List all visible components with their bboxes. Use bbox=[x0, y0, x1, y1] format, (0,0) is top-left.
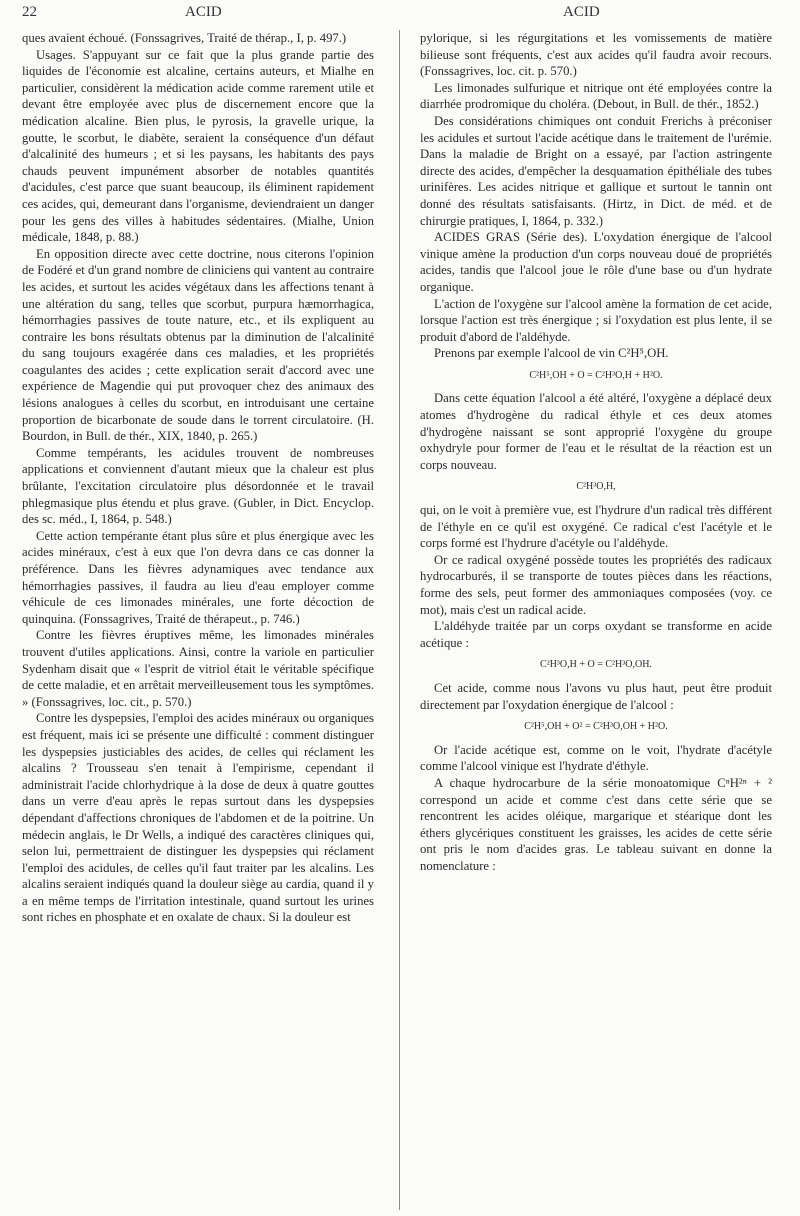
right-column bbox=[420, 30, 772, 875]
running-title-left: ACID bbox=[185, 4, 222, 20]
entry-acides-gras: ACIDES GRAS (Série des). L'oxydation énergique de l'alcool vinique amène la production d'un corps nouveau doué de propriétés acides, tandis que l'alcool joue le rôle d'une base ou d'un hydrate organique. bbox=[420, 230, 772, 294]
paragraph: Des considérations chimiques ont conduit Frerichs à préconiser les acidules et surtout l'acide acétique dans le traitement de l'urémie. Dans la maladie de Bright on a essayé, par l'action astringente directe des acides, d'empêcher la desquamation épithéliale des tubes urinifères. Les acides nitrique et gallique et surtout le tannin ont donné des résultats satisfaisants. (Hirtz, in Dict. de méd. et de chirurgie pratiques, I, 1864, p. 332.) bbox=[420, 113, 772, 228]
paragraph: L'action de l'oxygène sur l'alcool amène la formation de cet acide, lorsque l'action est très énergique ; si l'oxydation est plus lente, il se produit d'abord de l'aldéhyde. bbox=[420, 296, 772, 344]
formula: C²H⁵,OH + O² = C²H³O,OH + H²O. bbox=[524, 721, 668, 733]
paragraph: Prenons par exemple l'alcool de vin C²H⁵,OH. bbox=[434, 346, 669, 361]
paragraph: Dans cette équation l'alcool a été altéré, l'oxygène a déplacé deux atomes d'hydrogène du radical éthyle et ces deux atomes d'hydrogène naissant se sont approprié l'oxygène du groupe oxhydryle pour former de l'eau et le résultat de la réaction est un corps nouveau. bbox=[420, 391, 772, 472]
formula: C²H³O,H, bbox=[576, 481, 616, 493]
paragraph: L'aldéhyde traitée par un corps oxydant se transforme en acide acétique : bbox=[420, 619, 772, 650]
paragraph: Comme tempérants, les acidules trouvent de nombreuses applications et conviennent d'autant mieux que la chaleur est plus brûlante, l'excitation circulatoire plus désordonnée et le travail phlegmasique plus étendu et plus grave. (Gubler, in Dict. Encyclop. des sc. méd., I, 1864, p. 548.) bbox=[22, 445, 374, 527]
paragraph: En opposition directe avec cette doctrine, nous citerons l'opinion de Fodéré et d'un grand nombre de cliniciens qui vantent au contraire les acides, et surtout les acides végétaux dans les affections tenant à une altération du sang, telles que scorbut, purpura hæmorrhagica, hémorrhagies passives de toute nature, etc., et ils expliquent au contraire les bons résultats obtenus par la diminution de l'alcalinité du sang toujours exagérée dans ces maladies, et les propriétés coagulantes des acides ; cette explication serait d'accord avec une expérience de Magendie qui put provoquer chez des animaux des lésions analogues à celles du scorbut, en introduisant une certaine proportion de bicarbonate de soude dans le torrent circulatoire. (H. Bourdon, in Bull. de thér., XIX, 1840, p. 265.) bbox=[22, 246, 374, 444]
running-title-right: ACID bbox=[563, 4, 600, 20]
paragraph: Or ce radical oxygéné possède toutes les propriétés des radicaux hydrocarburés, il se transporte de toutes pièces dans les réactions, forme des sels, peut former des ammoniaques composées (voy. ce mot), mais c'est un radical acide. bbox=[420, 552, 772, 617]
formula: C²H⁵,OH + O = C²H³O,H + H²O. bbox=[529, 369, 663, 381]
paragraph: Contre les fièvres éruptives même, les limonades minérales trouvent d'utiles applications. Ainsi, contre la variole en particulier Sydenham disait que « l'esprit de vitriol était le véritable spécifique de cette maladie, et en arrêtait merveilleusement tous les symptômes. » (Fonssagrives, loc. cit., p. 570.) bbox=[22, 628, 374, 709]
paragraph: A chaque hydrocarbure de la série monoatomique CⁿH²ⁿ + ² correspond un acide et comme c'est dans cette série que se rencontrent les acides oléique, margarique et stéarique dont les éthers glycériques constituent les graisses, les acides de cette série ont pris le nom d'acides gras. Le tableau suivant en donne la nomenclature : bbox=[420, 775, 772, 873]
page-number: 22 bbox=[22, 4, 37, 20]
paragraph: Les limonades sulfurique et nitrique ont été employées contre la diarrhée prodromique du choléra. (Debout, in Bull. de thér., 1852.) bbox=[420, 80, 772, 112]
paragraph: pylorique, si les régurgitations et les vomissements de matière bilieuse sont fréquents, c'est aux acides qu'il faudra avoir recours. (Fonssagrives, loc. cit. p. 570.) bbox=[420, 31, 772, 79]
left-column bbox=[22, 30, 374, 926]
paragraph-usages: Usages. S'appuyant sur ce fait que la plus grande partie des liquides de l'économie est alcaline, certains auteurs, et Mialhe en particulier, considèrent la médication acide comme rarement utile et devant être employée avec plus de discernement encore que la médication alcaline. Bien plus, le pyrosis, la gravelle urique, la goutte, le scorbut, le diabète, seraient la conséquence d'un défaut d'alcalinité des humeurs ; et si les paysans, les habitants des pays chauds peuvent impunément absorber de notables quantités d'acidules, c'est parce que suant beaucoup, ils éliminent rapidement ces acides, qui, demeurant dans l'organisme, deviendraient un danger pour les gens des villes à habitudes sédentaires. (Mialhe, Union médicale, 1848, p. 88.) bbox=[22, 47, 374, 245]
paragraph: Contre les dyspepsies, l'emploi des acides minéraux ou organiques est fréquent, mais ici se présente une difficulté : comment distinguer les dyspepsies justiciables des acides, de celles qui réclament les alcalins ? Trousseau s'en tenait à l'empirisme, cependant il administrait l'acide chlorhydrique à la dose de deux à quatre gouttes dans un verre d'eau après le repas surtout dans les dyspepsies dépendant d'affections chroniques de l'abdomen et de la poitrine. Un médecin anglais, le Dr Wells, a indiqué des caractères cliniques qui, selon lui, permettraient de distinguer les dyspepsies qui réclament l'emploi des acidules, de celles qu'il faut traiter par les alcalins. Les alcalins seraient indiqués quand la douleur siège au cardia, quand il y a en même temps de l'irritation intestinale, quand surtout les urines sont riches en phosphate et en oxalate de chaux. Si la douleur est bbox=[22, 711, 374, 925]
paragraph: Or l'acide acétique est, comme on le voit, l'hydrate d'acétyle comme l'alcool vinique est l'hydrate d'éthyle. bbox=[420, 742, 772, 774]
formula: C²H³O,H + O = C²H³O,OH. bbox=[540, 659, 652, 671]
paragraph: ques avaient échoué. (Fonssagrives, Traité de thérap., I, p. 497.) bbox=[22, 31, 347, 45]
column-divider bbox=[399, 30, 400, 1210]
paragraph: Cette action tempérante étant plus sûre et plus énergique avec les acides minéraux, c'est à eux que l'on devra dans ce cas donner la préférence. Dans les fièvres adynamiques avec tendance aux hémorrhagies passives, il faudra au lieu d'eau employer comme véhicule de ces limonades minérales, une forte décoction de quinquina. (Fonssagrives, Traité de thérapeut., p. 746.) bbox=[22, 528, 374, 626]
paragraph: Cet acide, comme nous l'avons vu plus haut, peut être produit directement par l'oxydation énergique de l'alcool : bbox=[420, 680, 772, 712]
paragraph: qui, on le voit à première vue, est l'hydrure d'un radical très différent de l'éthyle en ce qu'il est oxygéné. Ce radical c'est l'acétyle et le corps formé est l'hydrure d'acétyle ou l'aldéhyde. bbox=[420, 503, 772, 551]
